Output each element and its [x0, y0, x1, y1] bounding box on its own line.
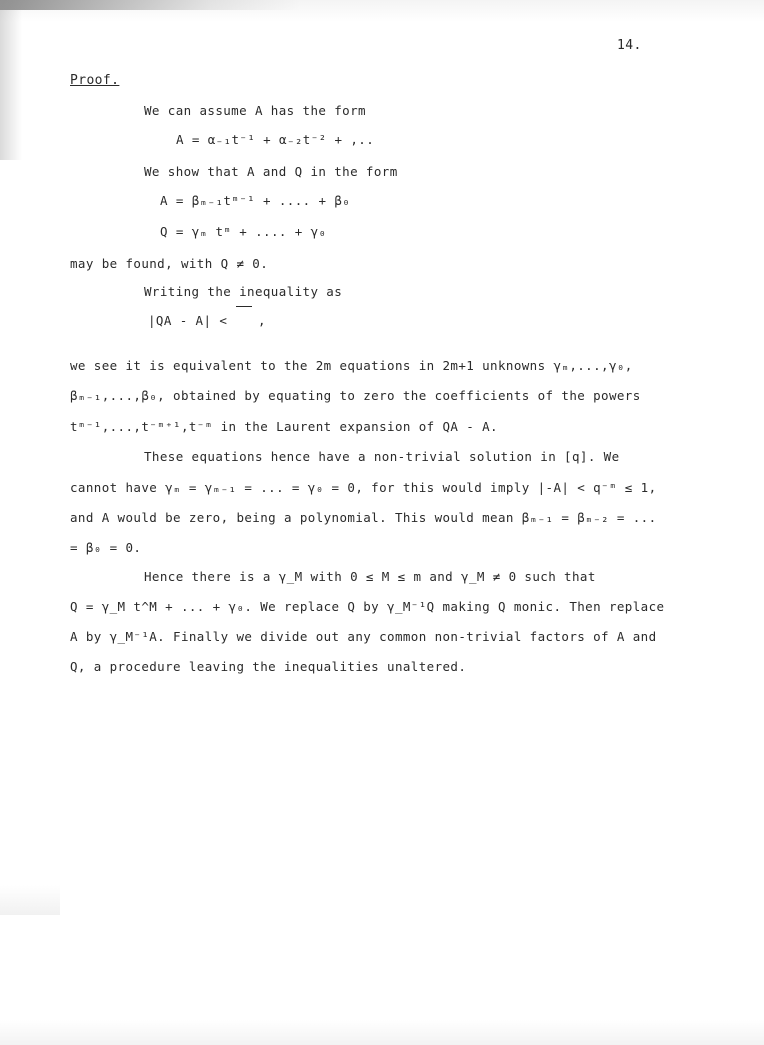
inequality-fraction: [236, 306, 252, 307]
inequality-comma: ,: [258, 313, 266, 328]
text-line-6: may be found, with Q ≠ 0.: [70, 256, 269, 271]
scan-edge-shadow: [0, 0, 300, 10]
text-line-15: = β₀ = 0.: [70, 540, 142, 555]
text-line-11: tᵐ⁻¹,...,t⁻ᵐ⁺¹,t⁻ᵐ in the Laurent expansion of QA - A.: [70, 419, 498, 434]
equation-a-poly: A = βₘ₋₁tᵐ⁻¹ + .... + β₀: [160, 193, 351, 208]
text-line-1: We can assume A has the form: [144, 103, 366, 118]
text-line-19: Q, a procedure leaving the inequalities unaltered.: [70, 659, 467, 674]
text-line-9: we see it is equivalent to the 2m equations in 2m+1 unknowns γₘ,...,γ₀,: [70, 358, 633, 373]
proof-heading: Proof.: [70, 73, 120, 88]
scan-bottom-shadow: [0, 885, 60, 915]
equation-q-poly: Q = γₘ tᵐ + .... + γ₀: [160, 224, 327, 239]
text-line-13: cannot have γₘ = γₘ₋₁ = ... = γ₀ = 0, for this would imply |-A| < q⁻ᵐ ≤ 1,: [70, 480, 657, 495]
text-line-14: and A would be zero, being a polynomial. This would mean βₘ₋₁ = βₘ₋₂ = ...: [70, 510, 657, 525]
text-line-10: βₘ₋₁,...,β₀, obtained by equating to zero the coefficients of the powers: [70, 388, 641, 403]
equation-a-form: A = α₋₁t⁻¹ + α₋₂t⁻² + ,..: [176, 132, 375, 147]
text-line-3: We show that A and Q in the form: [144, 164, 398, 179]
scan-left-shadow: [0, 0, 22, 160]
text-line-12: These equations hence have a non-trivial solution in [q]. We: [144, 449, 620, 464]
text-line-7: Writing the inequality as: [144, 284, 343, 299]
fraction-numerator: [236, 306, 252, 307]
inequality-lhs: |QA - A| <: [148, 313, 228, 328]
page-number: 14.: [617, 38, 642, 53]
text-line-17: Q = γ_M t^M + ... + γ₀. We replace Q by γ_M⁻¹Q making Q monic. Then replace: [70, 599, 665, 614]
text-line-18: A by γ_M⁻¹A. Finally we divide out any common non-trivial factors of A and: [70, 629, 657, 644]
text-line-16: Hence there is a γ_M with 0 ≤ M ≤ m and γ_M ≠ 0 such that: [144, 569, 596, 584]
